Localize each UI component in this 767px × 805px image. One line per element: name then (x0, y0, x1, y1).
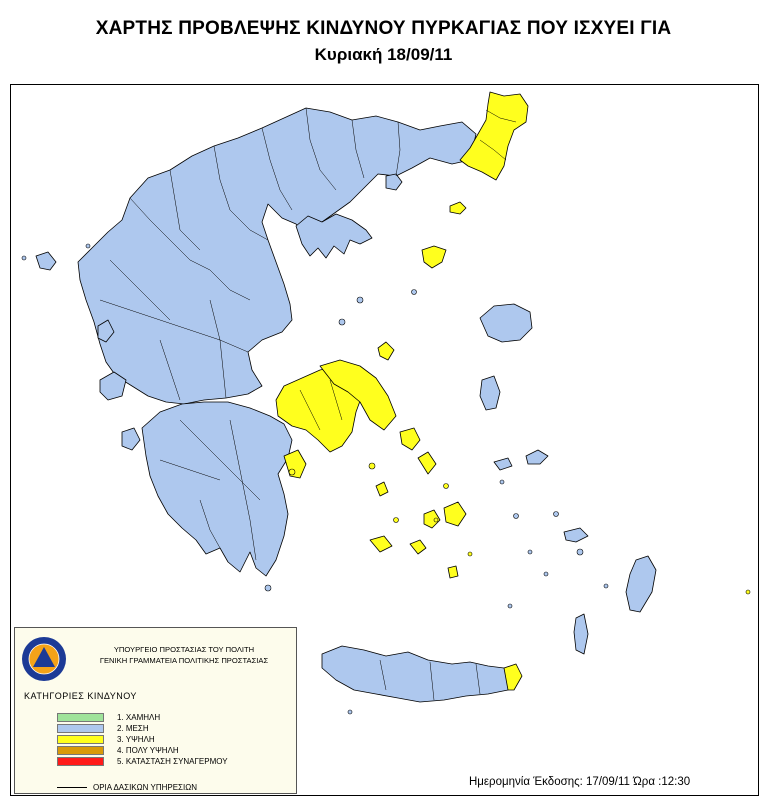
region-chalkidiki (296, 214, 372, 258)
risk-categories-title: ΚΑΤΗΓΟΡΙΕΣ ΚΙΝΔΥΝΟΥ (24, 691, 137, 701)
island-kos (564, 528, 588, 542)
legend-swatch-medium (57, 724, 104, 733)
legend-line-sample (57, 787, 87, 788)
legend-label-low: 1. ΧΑΜΗΛΗ (117, 712, 161, 722)
region-peloponnese (142, 402, 292, 576)
island-crete-medium (322, 646, 516, 702)
island-thasos (386, 174, 402, 190)
legend-item-alert (57, 756, 228, 766)
legend-swatch-very-high (57, 746, 104, 755)
legend-swatch-low (57, 713, 104, 722)
secretariat-label: ΓΕΝΙΚΗ ΓΡΑΜΜΑΤΕΙΑ ΠΟΛΙΤΙΚΗΣ ΠΡΟΣΤΑΣΙΑΣ (99, 656, 269, 665)
island-chios (480, 376, 500, 410)
legend-label-medium: 2. ΜΕΣΗ (117, 723, 149, 733)
island-samothraki (450, 202, 466, 214)
legend-item-high (57, 734, 155, 744)
legend-label-forestry-borders: ΟΡΙΑ ΔΑΣΙΚΩΝ ΥΠΗΡΕΣΙΩΝ (93, 783, 197, 792)
map-date: Κυριακή 18/09/11 (314, 45, 453, 64)
region-mainland-north (78, 108, 476, 404)
legend-item-very-high (57, 745, 179, 755)
island-milos (370, 536, 392, 552)
island-rhodes (626, 556, 656, 612)
island-kerkyra (36, 252, 56, 270)
legend-label-very-high: 4. ΠΟΛΥ ΥΨΗΛΗ (117, 745, 179, 755)
region-argolida (284, 450, 306, 478)
island-sporades (378, 342, 394, 360)
legend-swatch-high (57, 735, 104, 744)
island-limnos (422, 246, 446, 268)
island-santorini (448, 566, 458, 578)
island-naxos (444, 502, 466, 526)
island-zakynthos (122, 428, 140, 450)
island-lesvos (480, 304, 532, 342)
legend-item-forestry-borders (57, 783, 197, 792)
map-title: ΧΑΡΤΗΣ ΠΡΟΒΛΕΨΗΣ ΚΙΝΔΥΝΟΥ ΠΥΡΚΑΓΙΑΣ ΠΟΥ ΙΣΧΥΕΙ ΓΙΑ (95, 18, 672, 39)
island-karpathos (574, 614, 588, 654)
legend-item-low (57, 712, 160, 722)
legend-label-high: 3. ΥΨΗΛΗ (117, 734, 155, 744)
island-andros (418, 452, 436, 474)
organisation-name (73, 644, 295, 666)
issue-date: Ημερομηνία Έκδοσης: 17/09/11 Ώρα :12:30 (469, 776, 691, 788)
legend-panel (14, 627, 297, 794)
civil-protection-logo (21, 636, 67, 682)
island-amorgos (410, 540, 426, 554)
legend-swatch-alert (57, 757, 104, 766)
legend-item-medium (57, 723, 149, 733)
island-samos (526, 450, 548, 464)
island-skyros (400, 428, 420, 450)
legend-label-alert: 5. ΚΑΤΑΣΤΑΣΗ ΣΥΝΑΓΕΡΜΟΥ (117, 756, 228, 766)
island-ikaria (494, 458, 512, 470)
island-kythnos (376, 482, 388, 496)
ministry-label: ΥΠΟΥΡΓΕΙΟ ΠΡΟΣΤΑΣΙΑΣ ΤΟΥ ΠΟΛΙΤΗ (113, 645, 255, 654)
